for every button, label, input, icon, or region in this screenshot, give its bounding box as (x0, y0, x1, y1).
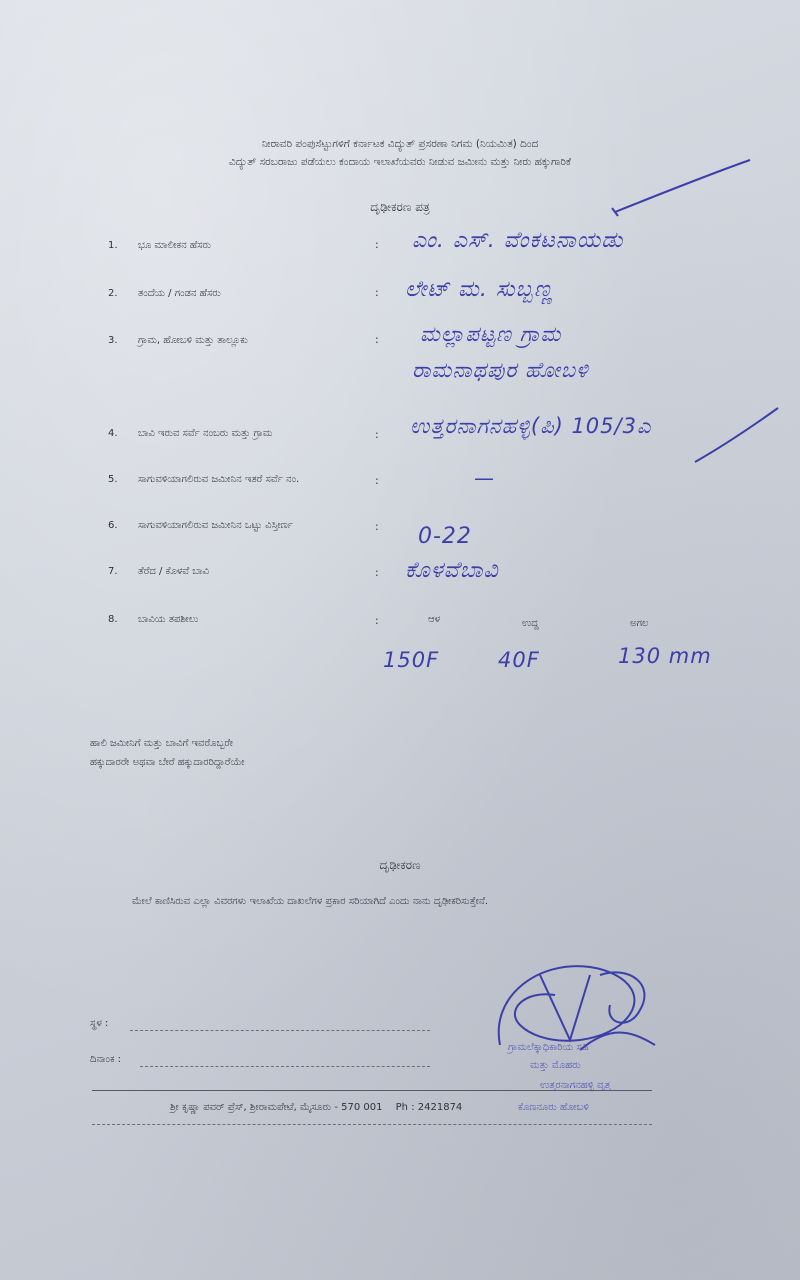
row-4-number: 4. (108, 428, 118, 439)
row-1-colon: : (375, 238, 379, 251)
row-3-value-line-2: ರಾಮನಾಥಪುರ ಹೋಬಳಿ (412, 358, 589, 382)
printer-phone: Ph : 2421874 (395, 1102, 463, 1113)
place-line (130, 1030, 430, 1031)
row-6-number: 6. (108, 520, 118, 531)
well-width-header: ಅಗಲ (630, 618, 649, 629)
date-label: ದಿನಾಂಕ : (90, 1054, 122, 1065)
stamp-line-1: ಗ್ರಾಮಲೆಕ್ಕಾಧಿಕಾರಿಯ ಸಹಿ (508, 1042, 589, 1053)
row-2-number: 2. (108, 288, 118, 299)
row-5-label: ಸಾಗುವಳಿಯಾಗಲಿರುವ ಜಮೀನಿನ ಇತರೆ ಸರ್ವೆ ನಂ. (138, 474, 300, 485)
row-3-number: 3. (108, 335, 118, 346)
stamp-line-3: ಉತ್ತರನಾಗನಹಳ್ಳಿ ವೃತ್ತ (540, 1080, 611, 1091)
certification-heading: ದೃಢೀಕರಣ (379, 858, 421, 872)
row-7-label: ತೆರೆದ / ಕೊಳವೆ ಬಾವಿ (138, 566, 210, 577)
row-7-number: 7. (108, 566, 118, 577)
row-4-colon: : (375, 428, 379, 441)
row-3-colon: : (375, 333, 379, 346)
row-7-colon: : (375, 566, 379, 579)
row-1-value: ಎಂ. ಎಸ್. ವೆಂಕಟನಾಯಡು (412, 228, 624, 253)
header-line-1: ನೀರಾವರಿ ಪಂಪುಸೆಟ್ಟುಗಳಿಗೆ ಕರ್ನಾಟಕ ವಿದ್ಯುತ್ ಪ್ರಸರಣಾ ನಿಗಮ (ನಿಯಮಿತ) ದಿಂದ (261, 138, 539, 150)
row-8-label: ಬಾವಿಯ ತಪಶೀಲು (138, 614, 199, 625)
row-2-value: ಲೇಟ್ ಮ. ಸುಬ್ಬಣ್ಣ (405, 277, 554, 302)
row-6-colon: : (375, 520, 379, 533)
row-8-colon: : (375, 614, 379, 627)
row-8-number: 8. (108, 614, 118, 625)
row-1-label: ಭೂ ಮಾಲೀಕನ ಹೆಸರು (138, 240, 212, 251)
row-4-label: ಬಾವಿ ಇರುವ ಸರ್ವೆ ನಂಬರು ಮತ್ತು ಗ್ರಾಮ (138, 428, 273, 439)
stamp-line-2: ಮತ್ತು ಮೊಹರು (530, 1060, 581, 1071)
pen-stroke-mark (600, 150, 760, 230)
row-3-label: ಗ್ರಾಮ, ಹೋಬಳಿ ಮತ್ತು ತಾಲ್ಲೂಕು (138, 335, 248, 346)
well-depth-value: 150F (383, 648, 440, 672)
row-7-value: ಕೊಳವೆಬಾವಿ (405, 558, 499, 583)
row-2-colon: : (375, 286, 379, 299)
note-line-2: ಹಕ್ಕುದಾರರೇ ಅಥವಾ ಬೇರೆ ಹಕ್ಕುದಾರರಿದ್ದಾರೆಯೇ (90, 757, 245, 768)
well-length-header: ಉದ್ದ (522, 618, 539, 629)
header-line-2: ವಿದ್ಯುತ್ ಸರಬರಾಜು ಪಡೆಯಲು ಕಂದಾಯ ಇಲಾಖೆಯವರು ನೀಡುವ ಜಮೀನು ಮತ್ತು ನೀರು ಹಕ್ಕುಗಾರಿಕೆ (228, 156, 572, 168)
well-depth-header: ಆಳ (428, 614, 441, 625)
form-title: ದೃಢೀಕರಣ ಪತ್ರ (370, 200, 430, 214)
row-5-colon: : (375, 474, 379, 487)
printer-footer (170, 1102, 462, 1113)
well-width-value: 130 mm (618, 644, 712, 668)
row-4-value: ಉತ್ತರನಾಗನಹಳ್ಳಿ(ಪಿ) 105/3ಎ (410, 414, 652, 438)
row-5-number: 5. (108, 474, 118, 485)
row-1-number: 1. (108, 240, 118, 251)
row-2-label: ತಂದೆಯ / ಗಂಡನ ಹೆಸರು (138, 288, 221, 299)
row-6-value: 0-22 (418, 524, 472, 549)
row-6-label: ಸಾಗುವಳಿಯಾಗಲಿರುವ ಜಮೀನಿನ ಒಟ್ಟು ವಿಸ್ತೀರ್ಣ (138, 520, 293, 531)
note-line-1: ಹಾಲಿ ಜಮೀನಿಗೆ ಮತ್ತು ಬಾವಿಗೆ ಇವರೊಬ್ಬರೇ (90, 738, 234, 749)
footer-rule-bottom (92, 1124, 652, 1125)
well-length-value: 40F (498, 648, 540, 672)
date-line (140, 1066, 430, 1067)
stamp-line-4: ಕೊಣನೂರು ಹೋಬಳಿ (518, 1102, 589, 1113)
row-3-value-line-1: ಮಲ್ಲಾಪಟ್ಟಣ ಗ್ರಾಮ (420, 322, 562, 346)
place-label: ಸ್ಥಳ : (90, 1018, 109, 1029)
row-5-value: — (474, 466, 495, 490)
certification-text: ಮೇಲೆ ಕಾಣಿಸಿರುವ ಎಲ್ಲಾ ವಿವರಗಳು ಇಲಾಖೆಯ ದಾಖಲೆಗಳ ಪ್ರಕಾರ ಸರಿಯಾಗಿದೆ ಎಂದು ನಾನು ದೃಢೀಕರಿಸುತ್ತೇನೆ. (132, 896, 489, 907)
row-4-pen-stroke (690, 400, 790, 470)
printer-name: ಶ್ರೀ ಕೃಷ್ಣಾ ಪವರ್ ಪ್ರೆಸ್, ಶ್ರೀರಾಮಪೇಟೆ, ಮೈಸೂರು - 570 001 (170, 1102, 383, 1113)
